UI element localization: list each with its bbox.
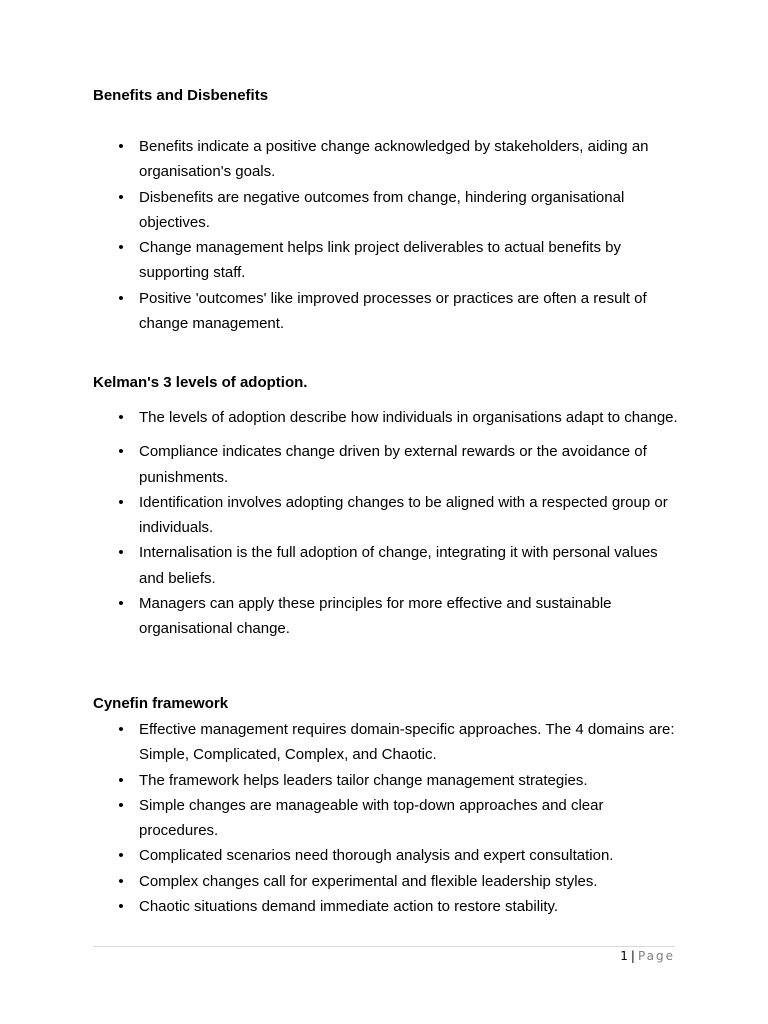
bullet-icon: • [118, 847, 124, 865]
list-item-text: Change management helps link project deliverables to actual benefits by supporting staff. [139, 239, 621, 282]
list-item [93, 439, 683, 490]
section-heading-benefits: Benefits and Disbenefits [93, 87, 269, 104]
page-footer [620, 948, 675, 964]
benefits-bullet-list [93, 134, 683, 336]
bullet-icon: • [118, 188, 124, 206]
list-item [93, 405, 683, 430]
list-item [93, 591, 683, 642]
list-item-text: Internalisation is the full adoption of change, integrating it with personal values and beliefs. [139, 544, 658, 587]
list-item [93, 540, 683, 591]
list-item-text: Managers can apply these principles for more effective and sustainable organisational change. [139, 595, 612, 638]
list-item-text: Complicated scenarios need thorough analysis and expert consultation. [139, 847, 614, 865]
bullet-icon: • [118, 872, 124, 890]
page-number: 1 [620, 949, 628, 963]
bullet-icon: • [118, 898, 124, 916]
bullet-icon: • [118, 138, 124, 155]
bullet-icon: • [118, 721, 124, 738]
bullet-icon: • [118, 796, 124, 814]
section-heading-kelman: Kelman's 3 levels of adoption. [93, 374, 308, 391]
list-item-text: Benefits indicate a positive change acknowledged by stakeholders, aiding an organisation's goals. [139, 138, 649, 181]
list-item [93, 235, 683, 286]
list-item-text: Positive 'outcomes' like improved processes or practices are often a result of change management. [139, 289, 647, 333]
list-item [93, 286, 683, 337]
list-item-text: The framework helps leaders tailor change management strategies. [139, 771, 588, 789]
list-item-text: Disbenefits are negative outcomes from change, hindering organisational objectives. [139, 188, 625, 231]
list-item [93, 717, 683, 768]
bullet-icon: • [118, 409, 124, 426]
bullet-icon: • [118, 289, 124, 307]
bullet-icon: • [118, 443, 124, 461]
list-item-text: Compliance indicates change driven by external rewards or the avoidance of punishments. [139, 443, 647, 486]
list-item [93, 843, 683, 868]
list-item [93, 134, 683, 185]
list-item [93, 793, 683, 844]
bullet-icon: • [118, 595, 124, 613]
page-label: Page [637, 949, 675, 963]
list-item [93, 869, 683, 894]
bullet-icon: • [118, 771, 124, 789]
list-item-text: Identification involves adopting changes to be aligned with a respected group or individuals. [139, 493, 668, 537]
list-item-text: Simple changes are manageable with top-down approaches and clear procedures. [139, 796, 604, 840]
bullet-icon: • [118, 493, 124, 511]
list-item [93, 894, 683, 919]
list-item-text: Chaotic situations demand immediate action to restore stability. [139, 898, 559, 916]
cynefin-bullet-list [93, 717, 683, 919]
kelman-bullet-list [93, 405, 683, 642]
footer-divider [93, 946, 675, 947]
section-heading-cynefin: Cynefin framework [93, 695, 229, 712]
bullet-icon: • [118, 239, 124, 257]
list-item-text: Effective management requires domain-specific approaches. The 4 domains are: Simple, Complicated, Complex, and Chaotic. [139, 721, 675, 764]
list-item [93, 768, 683, 793]
bullet-icon: • [118, 544, 124, 562]
list-item-text: The levels of adoption describe how individuals in organisations adapt to change. [139, 409, 678, 426]
footer-separator: | [630, 949, 635, 963]
list-item-text: Complex changes call for experimental and flexible leadership styles. [139, 872, 598, 890]
list-item [93, 490, 683, 541]
list-item [93, 185, 683, 236]
